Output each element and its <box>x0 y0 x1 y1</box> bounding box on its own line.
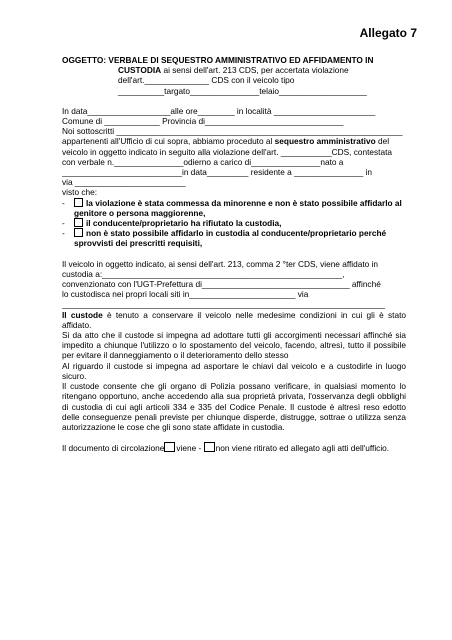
condition-dash: - <box>62 197 65 208</box>
checkbox[interactable] <box>164 442 175 452</box>
custody-line-3: convenzionato con l'UGT-Prefettura di________________________________ affinché <box>62 279 381 290</box>
seizure-line-pre: appartenenti all'Ufficio di cui sopra, abbiamo proceduto al <box>62 136 275 147</box>
condition-text: non è stato possibile affidarlo in custodia al conducente/proprietario perché sprovvisti dei prescritti requisiti, <box>74 228 387 249</box>
police-check-paragraph: Il custode consente che gli organo di Polizia possano verificare, in qualsiasi momento lo ritengano opportuno, anche accedendo alla sua proprietà privata, l'osservanza degli obblighi di custodia di cui agli articoli 334 e 335 del Codice Penale. Il custode è altresì reso edotto delle conseguenze penali previste per chiunque disperde, distrugge, sottrae o utilizza senza autorizzazione le cose che gli sono state affidate in custodia. <box>62 381 406 432</box>
seizure-line-bold: sequestro amministrativo <box>274 136 376 147</box>
keys-paragraph: Al riguardo il custode si impegna ad asportare le chiavi dal veicolo e a custodirle in luogo sicuro. <box>62 360 406 381</box>
report-line: con verbale n._______________odierno a carico di_______________nato a <box>62 156 344 167</box>
checkbox[interactable] <box>204 442 215 452</box>
attachment-label: Allegato 7 <box>359 26 417 40</box>
document-body <box>62 55 406 453</box>
custody-line-2: custodia a:____________________________________________________, <box>62 268 345 279</box>
subject-line-3: dell'art.______________ CDS con il veicolo tipo <box>118 75 295 86</box>
seizure-line-post: del <box>375 136 390 147</box>
checkbox[interactable] <box>74 218 83 227</box>
custody-line-5: ______________________________________________________________________ <box>62 299 386 310</box>
subject-lead: OGGETTO <box>62 55 104 65</box>
custodian-text: è tenuto a conservare il veicolo nelle medesime condizioni in cui gli è stato affidato. <box>62 309 406 330</box>
checkbox[interactable] <box>74 198 83 207</box>
subject-custody: CUSTODIA <box>118 65 162 76</box>
subject-line-4: __________targato_______________telaio___________________ <box>118 85 367 96</box>
date-location-line: In data__________________alle ore________ in località ______________________ <box>62 105 376 116</box>
custody-line-4: lo custodisca nei propri locali siti in_______________________ via <box>62 289 309 300</box>
custody-line-1: Il veicolo in oggetto indicato, ai sensi dell'art. 213, comma 2 °ter CDS, viene affidato in <box>62 258 379 269</box>
condition-dash: - <box>62 228 65 239</box>
signatories-line: Noi sottoscritti ______________________________________________________________ <box>62 126 403 137</box>
condition-item <box>62 228 406 248</box>
seizure-line <box>62 136 406 146</box>
condition-text: la violazione è stata commessa da minorenne e non è stato possibile affidarlo al genitore o persona maggiorenne, <box>74 197 402 218</box>
circulation-option-2: non viene ritirato ed allegato agli atti dell'ufficio. <box>215 443 390 454</box>
violation-line: veicolo in oggetto indicato in seguito alla violazione dell'art. ___________CDS, contestata <box>62 146 392 157</box>
condition-dash: - <box>62 218 65 229</box>
subject-line-1: : VERBALE DI SEQUESTRO AMMINISTRATIVO ED AFFIDAMENTO IN <box>103 55 374 65</box>
checkbox[interactable] <box>74 228 83 237</box>
condition-item <box>62 198 406 218</box>
condition-item <box>62 218 406 228</box>
condition-text: il conducente/proprietario ha rifiutato la custodia, <box>86 218 282 229</box>
whereas-line: visto che: <box>62 187 98 198</box>
circulation-document-line <box>62 442 406 453</box>
municipality-line: Comune di ____________ Provincia di______________________________ <box>62 116 344 127</box>
residence-line: __________________________in data_________ residente a _______________ in <box>62 167 373 178</box>
custodian-paragraph <box>62 310 406 330</box>
circulation-option-1: viene - <box>176 443 202 454</box>
subject-title <box>62 55 406 96</box>
subject-line-2: ai sensi dell'art. 213 CDS, per accertata violazione <box>161 65 349 76</box>
circulation-pre: Il documento di circolazione <box>62 443 165 454</box>
custodian-bold: Il custode <box>62 309 103 320</box>
street-line: via ________________________ <box>62 177 186 188</box>
custody-measures-paragraph: Si da atto che il custode si impegna ad adottare tutti gli accorgimenti necessari affinché sia impedito a chiunque l'utilizzo o lo spostamento del veicolo, facendo, altresì, tutto il possibile per evitare il danneggiamento o il deterioramento dello stesso <box>62 330 406 361</box>
